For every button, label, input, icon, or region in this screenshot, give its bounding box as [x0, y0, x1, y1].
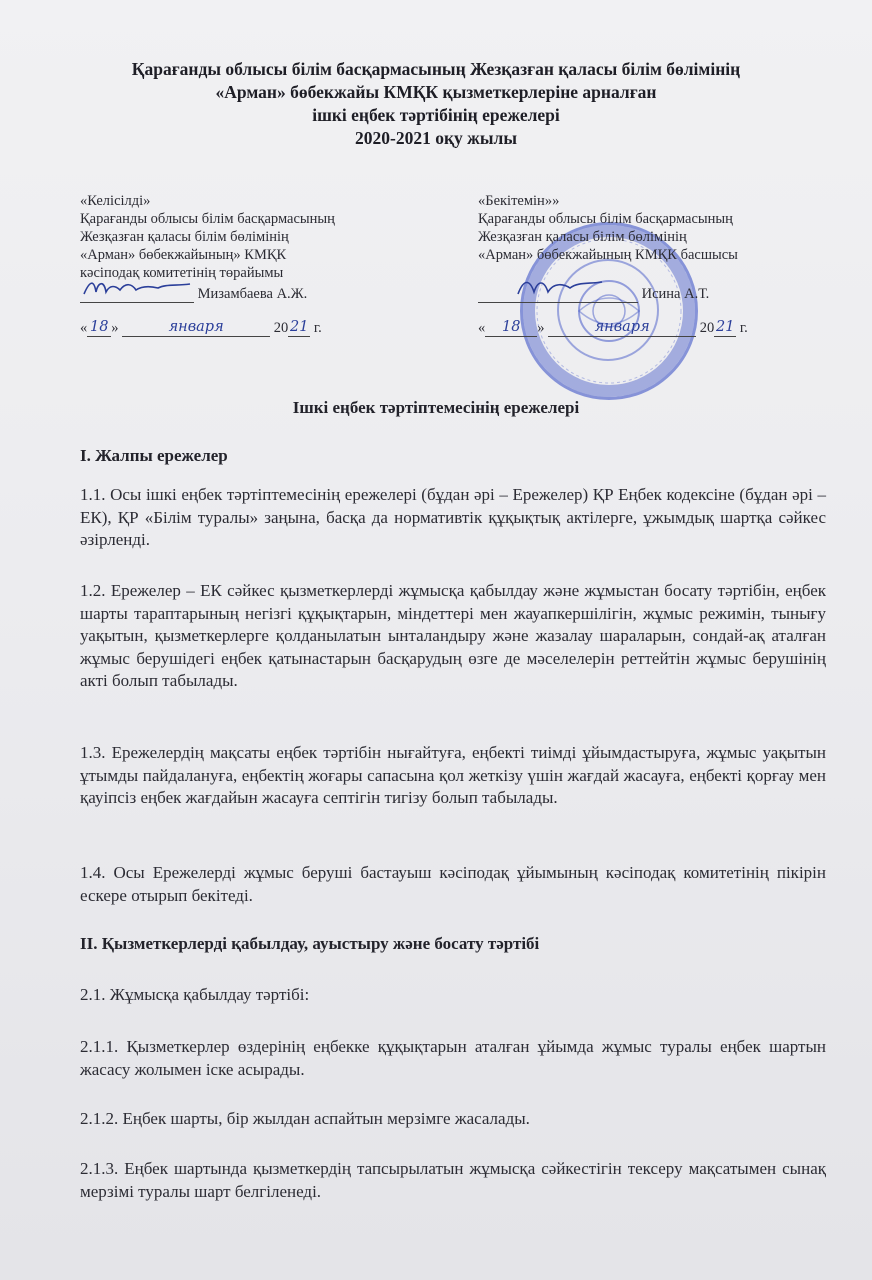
paragraph-1-3: 1.3. Ережелердің мақсаты еңбек тәртібін нығайтуға, еңбекті тиімді ұйымдастыруға, жұмыс уақытын ұтымды пайдалануға, еңбектің жоғары сапасына қол жеткізу үшін жағдай жасауға, еңбекті қорғау мен қауіпсіз еңбек жағдайын жасауға септігін тигізу болып табылады. [80, 743, 826, 808]
agreed-org-2: Жезқазған қаласы білім бөлімінің [80, 229, 289, 245]
paragraph-1-2: 1.2. Ережелер – ЕК сәйкес қызметкерлерді жұмысқа қабылдау және жұмыстан босату тәртібін, еңбек шарты тараптарының негізгі құқықтарын, міндеттері мен жауапкершілігін, жұмыс режимін, тынығу уақытын, қызметкерлерге қолданылатын ынталандыру және жазалау шараларын, сондай-ақ аталған жұмыс берушідегі еңбек қатынастарын басқарудың өзге де мәселелерін реттейтін жұмыс берушінің акті болып табылады. [80, 581, 826, 691]
agreed-month: января [168, 319, 224, 335]
header-line-2: «Арман» бөбекжайы КМҚК қызметкерлеріне арналған [215, 82, 657, 102]
agreed-date: « 18 » января 20 21 г. [80, 319, 322, 336]
approved-day: 18 [502, 319, 521, 335]
approved-date: « 18 » января 20 21 г. [478, 319, 748, 336]
approved-name: Исина А.Т. [641, 286, 710, 302]
agreed-block [80, 192, 420, 337]
agreed-label: «Келісілді» [80, 193, 151, 209]
approved-year-suffix: 21 [716, 319, 735, 335]
approved-org-3: «Арман» бөбекжайының КМҚК басшысы [478, 247, 738, 263]
paragraph-1-1: 1.1. Осы ішкі еңбек тәртіптемесінің ережелері (бұдан әрі – Ережелер) ҚР Еңбек кодексіне (бұдан әрі – ЕК), ҚР «Білім туралы» заңына, басқа да нормативтік құқықтық актілерге, ұжымдық шартқа сәйкес әзірленді. [80, 485, 826, 550]
document-header [60, 58, 812, 150]
header-line-4: 2020-2021 оқу жылы [355, 128, 517, 148]
approved-year-end: г. [739, 320, 748, 336]
approved-signature-line [478, 282, 838, 304]
approved-label: «Бекітемін»» [478, 193, 560, 209]
approved-signature [478, 282, 638, 303]
approved-org-1: Қарағанды облысы білім басқармасының [478, 211, 733, 227]
paragraph-1-4: 1.4. Осы Ережелерді жұмыс беруші бастауыш кәсіподақ ұйымының кәсіподақ комитетінің пікірін ескере отырып бекітеді. [80, 863, 826, 905]
agreed-signature-line [80, 282, 420, 304]
agreed-name: Мизамбаева А.Ж. [197, 286, 308, 302]
part2-heading: ІІ. Қызметкерлерді қабылдау, ауыстыру және босату тәртібі [80, 934, 540, 953]
agreed-year-prefix: 20 [273, 320, 289, 336]
agreed-year-end: г. [313, 320, 322, 336]
section-title: Ішкі еңбек тәртіптемесінің ережелері [292, 398, 580, 417]
approved-org-2: Жезқазған қаласы білім бөлімінің [478, 229, 687, 245]
header-line-3: ішкі еңбек тәртібінің ережелері [312, 105, 560, 125]
approved-block [478, 192, 838, 337]
paragraph-2-1: 2.1. Жұмысқа қабылдау тәртібі: [80, 985, 310, 1004]
paragraph-2-1-3: 2.1.3. Еңбек шартында қызметкердің тапсырылатын жұмысқа сәйкестігін тексеру мақсатымен сынақ мерзімі туралы шарт белгіленеді. [80, 1159, 826, 1201]
signature-scribble-icon [80, 276, 194, 300]
header-line-1: Қарағанды облысы білім басқармасының Жезқазған қаласы білім бөлімінің [131, 59, 741, 79]
approved-month: января [594, 319, 650, 335]
paragraph-2-1-1: 2.1.1. Қызметкерлер өздерінің еңбекке құқықтарын аталған ұйымда жұмыс туралы еңбек шартын жасасу жолымен іске асырады. [80, 1037, 826, 1079]
signature-scribble-icon [478, 274, 638, 300]
agreed-org-4: кәсіподақ комитетінің төрайымы [80, 265, 284, 281]
paragraph-2-1-2: 2.1.2. Еңбек шарты, бір жылдан аспайтын мерзімге жасалады. [80, 1109, 530, 1128]
agreed-signature [80, 282, 194, 303]
approved-year-prefix: 20 [699, 320, 715, 336]
agreed-org-3: «Арман» бөбекжайының» КМҚК [80, 247, 287, 263]
agreed-year-suffix: 21 [290, 319, 309, 335]
agreed-day: 18 [90, 319, 109, 335]
agreed-org-1: Қарағанды облысы білім басқармасының [80, 211, 335, 227]
part1-heading: І. Жалпы ережелер [80, 446, 228, 465]
